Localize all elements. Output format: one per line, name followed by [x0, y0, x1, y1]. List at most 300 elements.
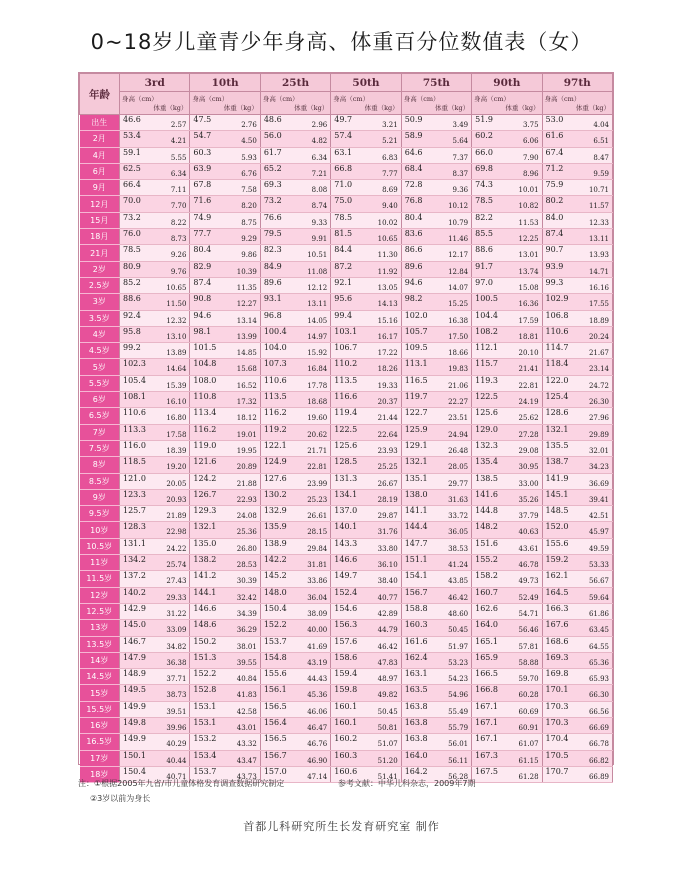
percentile-cell: [120, 603, 190, 619]
weight-value: 60.91: [518, 723, 539, 732]
weight-value: 10.65: [166, 283, 187, 292]
height-value: 84.4: [334, 245, 353, 255]
percentile-cell: [331, 196, 401, 212]
height-value: 53.0: [545, 115, 564, 124]
height-value: 46.6: [123, 115, 141, 124]
weight-value: 20.89: [236, 463, 257, 472]
percentile-cell: [401, 555, 471, 571]
height-value: 141.2: [193, 571, 217, 581]
height-value: 95.8: [123, 326, 141, 336]
height-value: 147.9: [123, 652, 146, 662]
height-value: 128.6: [545, 408, 569, 418]
height-value: 160.2: [334, 734, 358, 744]
percentile-cell: [260, 750, 330, 766]
weight-value: 11.92: [377, 267, 398, 276]
percentile-cell: [542, 294, 612, 310]
height-value: 92.1: [334, 277, 353, 287]
weight-value: 21.89: [166, 512, 187, 521]
height-value: 129.0: [475, 424, 499, 434]
height-value: 130.2: [263, 489, 287, 499]
percentile-cell: [542, 229, 612, 245]
percentile-cell: [120, 196, 190, 212]
height-value: 128.3: [123, 522, 146, 532]
weight-value: 43.47: [236, 756, 257, 765]
weight-value: 7.70: [170, 202, 187, 211]
height-value: 141.1: [404, 506, 428, 516]
weight-value: 19.33: [377, 381, 398, 390]
percentile-cell: [542, 408, 612, 424]
height-value: 163.8: [404, 717, 428, 727]
weight-value: 56.67: [588, 577, 609, 586]
percentile-cell: [472, 147, 542, 163]
table-row: [80, 669, 613, 685]
height-value: 138.2: [193, 555, 217, 565]
height-value: 145.0: [123, 620, 146, 630]
height-value: 151.1: [404, 555, 428, 565]
percentile-cell: [401, 440, 471, 456]
percentile-cell: [401, 603, 471, 619]
weight-value: 51.20: [377, 756, 398, 765]
weight-value: 54.71: [518, 609, 539, 618]
weight-value: 6.06: [522, 137, 539, 146]
percentile-cell: [120, 343, 190, 359]
weight-value: 66.69: [588, 723, 609, 732]
height-value: 140.2: [123, 587, 146, 597]
percentile-cell: [260, 522, 330, 538]
height-value: 77.7: [193, 229, 212, 239]
age-cell: 21月: [80, 245, 120, 261]
percentile-cell: [472, 506, 542, 522]
height-value: 59.1: [123, 147, 141, 157]
weight-value: 18.68: [307, 398, 328, 407]
weight-value: 13.99: [236, 332, 257, 341]
percentile-cell: [401, 408, 471, 424]
table-row: [80, 408, 613, 424]
weight-value: 2.96: [311, 121, 328, 129]
percentile-cell: [401, 734, 471, 750]
percentile-cell: [120, 440, 190, 456]
height-value: 160.1: [334, 717, 358, 727]
height-value: 132.1: [404, 457, 428, 467]
percentile-cell: [401, 229, 471, 245]
weight-value: 54.23: [448, 675, 469, 684]
height-value: 54.7: [193, 131, 212, 141]
height-value: 51.9: [475, 115, 493, 124]
percentile-cell: [542, 131, 612, 147]
height-value: 154.1: [404, 571, 428, 581]
height-value: 150.4: [123, 766, 146, 776]
age-cell: 6月: [80, 163, 120, 179]
age-cell: 12月: [80, 196, 120, 212]
height-value: 153.1: [193, 701, 217, 711]
percentile-cell: [190, 212, 260, 228]
percentile-cell: [472, 766, 542, 782]
height-value: 60.3: [193, 147, 212, 157]
height-value: 98.1: [193, 326, 212, 336]
height-unit-label: 身高（cm）: [192, 95, 229, 103]
percentile-cell: [331, 180, 401, 196]
percentile-cell: [331, 717, 401, 733]
height-value: 84.9: [263, 261, 282, 271]
age-cell: 4岁: [80, 326, 120, 342]
height-value: 165.1: [475, 636, 499, 646]
weight-value: 5.21: [382, 137, 398, 146]
height-value: 83.6: [404, 229, 423, 239]
percentile-cell: [190, 131, 260, 147]
percentile-cell: [542, 180, 612, 196]
percentile-cell: [260, 277, 330, 293]
height-value: 121.0: [123, 473, 146, 483]
height-value: 122.0: [545, 375, 569, 385]
weight-value: 34.82: [166, 642, 187, 651]
height-value: 102.3: [123, 359, 146, 369]
weight-value: 36.69: [588, 479, 609, 488]
percentile-header: 90th: [472, 74, 542, 92]
weight-value: 18.81: [518, 332, 539, 341]
height-unit-label: 身高（cm）: [474, 95, 510, 103]
height-value: 122.5: [334, 424, 358, 434]
percentile-cell: [542, 457, 612, 473]
percentile-cell: [190, 408, 260, 424]
weight-value: 15.08: [518, 283, 539, 292]
percentile-cell: [190, 245, 260, 261]
weight-value: 60.28: [518, 691, 539, 700]
weight-value: 14.64: [166, 365, 187, 374]
height-value: 159.8: [334, 685, 358, 695]
height-value: 162.1: [545, 571, 569, 581]
weight-value: 9.86: [241, 251, 257, 260]
height-value: 152.4: [334, 587, 358, 597]
height-value: 132.3: [475, 440, 499, 450]
percentile-cell: [120, 212, 190, 228]
height-value: 92.4: [123, 310, 141, 320]
height-value: 106.8: [545, 310, 569, 320]
weight-value: 49.82: [377, 691, 398, 700]
percentile-cell: [331, 538, 401, 554]
height-value: 88.6: [475, 245, 493, 255]
weight-value: 50.81: [377, 723, 398, 732]
weight-value: 33.72: [448, 512, 469, 521]
weight-value: 22.81: [518, 381, 539, 390]
height-value: 152.2: [193, 669, 217, 679]
percentile-cell: [472, 359, 542, 375]
weight-value: 28.05: [448, 463, 469, 472]
weight-value: 26.80: [236, 544, 257, 553]
table-row: [80, 571, 613, 587]
percentile-cell: [542, 326, 612, 342]
percentile-cell: [260, 229, 330, 245]
height-value: 61.6: [545, 131, 564, 141]
weight-value: 65.93: [588, 675, 609, 684]
percentile-cell: [472, 750, 542, 766]
weight-value: 61.07: [518, 740, 539, 749]
percentile-cell: [331, 294, 401, 310]
percentile-cell: [260, 310, 330, 326]
weight-value: 66.30: [588, 691, 609, 700]
weight-value: 15.39: [166, 381, 187, 390]
weight-value: 16.84: [307, 365, 328, 374]
weight-value: 39.41: [588, 495, 609, 504]
height-value: 112.1: [475, 343, 499, 353]
percentile-cell: [542, 685, 612, 701]
weight-value: 49.73: [518, 577, 539, 586]
percentile-cell: [260, 440, 330, 456]
height-value: 124.2: [193, 473, 217, 483]
height-value: 118.4: [545, 359, 569, 369]
height-value: 88.6: [123, 294, 141, 304]
height-value: 170.5: [545, 750, 569, 760]
table-row: [80, 147, 613, 163]
height-value: 148.5: [545, 506, 569, 516]
weight-value: 27.96: [588, 414, 609, 423]
percentile-header: 75th: [401, 74, 471, 92]
height-value: 167.1: [475, 734, 499, 744]
weight-value: 44.79: [377, 626, 398, 635]
weight-value: 46.47: [307, 723, 328, 732]
percentile-cell: [472, 115, 542, 131]
height-value: 160.3: [404, 620, 428, 630]
percentile-cell: [190, 489, 260, 505]
height-value: 167.1: [475, 717, 499, 727]
height-value: 131.3: [334, 473, 358, 483]
height-value: 82.3: [263, 245, 282, 255]
weight-value: 46.78: [518, 561, 539, 570]
age-cell: 12岁: [80, 587, 120, 603]
table-row: [80, 717, 613, 733]
weight-value: 12.12: [307, 283, 328, 292]
height-value: 137.0: [334, 506, 358, 516]
weight-value: 10.79: [448, 218, 469, 227]
height-value: 105.4: [123, 375, 146, 385]
percentile-cell: [331, 310, 401, 326]
weight-value: 3.49: [452, 121, 469, 129]
age-cell: 9月: [80, 180, 120, 196]
percentile-cell: [120, 375, 190, 391]
height-value: 166.8: [475, 685, 499, 695]
weight-value: 10.82: [518, 202, 539, 211]
height-value: 53.4: [123, 131, 141, 141]
height-value: 61.7: [263, 147, 282, 157]
weight-value: 16.36: [518, 300, 539, 309]
height-value: 93.1: [263, 294, 282, 304]
weight-value: 50.45: [448, 626, 469, 635]
percentile-cell: [542, 261, 612, 277]
percentile-cell: [190, 277, 260, 293]
percentile-cell: [190, 310, 260, 326]
weight-value: 65.36: [588, 658, 609, 667]
height-value: 75.9: [545, 180, 564, 190]
percentile-header: 3rd: [120, 74, 190, 92]
weight-value: 38.40: [377, 577, 398, 586]
weight-value: 18.89: [588, 316, 609, 325]
percentile-cell: [120, 652, 190, 668]
weight-value: 9.36: [452, 186, 469, 195]
weight-value: 3.75: [522, 121, 539, 129]
age-cell: 12.5岁: [80, 603, 120, 619]
height-value: 104.0: [263, 343, 287, 353]
age-cell: 15.5岁: [80, 701, 120, 717]
percentile-cell: [401, 375, 471, 391]
weight-value: 36.38: [166, 658, 187, 667]
height-value: 109.5: [404, 343, 428, 353]
height-value: 167.3: [475, 750, 499, 760]
height-value: 121.6: [193, 457, 217, 467]
weight-value: 59.64: [588, 593, 609, 602]
percentile-cell: [190, 603, 260, 619]
weight-value: 9.29: [241, 235, 257, 244]
percentile-cell: [542, 359, 612, 375]
percentile-cell: [472, 196, 542, 212]
weight-value: 19.20: [166, 463, 187, 472]
height-value: 78.5: [334, 212, 353, 222]
weight-value: 56.11: [448, 756, 469, 765]
percentile-cell: [331, 506, 401, 522]
height-value: 158.8: [404, 603, 428, 613]
height-value: 76.0: [123, 229, 141, 239]
percentile-cell: [190, 620, 260, 636]
table-row: [80, 750, 613, 766]
height-value: 154.8: [263, 652, 287, 662]
percentile-cell: [542, 555, 612, 571]
height-value: 89.6: [263, 277, 282, 287]
percentile-cell: [472, 229, 542, 245]
height-value: 123.3: [123, 489, 146, 499]
weight-value: 55.79: [448, 723, 469, 732]
percentile-cell: [401, 424, 471, 440]
height-value: 110.8: [193, 392, 217, 402]
weight-unit-label: 体重（kg）: [364, 104, 399, 112]
percentile-cell: [542, 750, 612, 766]
table-row: [80, 522, 613, 538]
table-row: [80, 375, 613, 391]
age-cell: 2月: [80, 131, 120, 147]
weight-value: 48.97: [377, 675, 398, 684]
percentile-cell: [401, 245, 471, 261]
weight-value: 13.11: [588, 235, 609, 244]
weight-value: 43.32: [236, 740, 257, 749]
height-value: 128.5: [334, 457, 358, 467]
percentile-cell: [190, 392, 260, 408]
table-row: [80, 440, 613, 456]
height-value: 158.2: [475, 571, 499, 581]
percentile-header: 97th: [542, 74, 612, 92]
age-cell: 10岁: [80, 522, 120, 538]
table-row: [80, 277, 613, 293]
percentile-cell: [472, 261, 542, 277]
percentile-cell: [260, 620, 330, 636]
height-value: 105.7: [404, 326, 428, 336]
height-value: 62.5: [123, 163, 141, 173]
weight-value: 27.43: [166, 577, 187, 586]
weight-value: 29.77: [448, 479, 469, 488]
age-cell: 14岁: [80, 652, 120, 668]
weight-value: 15.25: [448, 300, 469, 309]
percentile-cell: [401, 652, 471, 668]
percentile-cell: [542, 522, 612, 538]
weight-value: 33.09: [166, 626, 187, 635]
table-row: [80, 685, 613, 701]
height-value: 134.1: [334, 489, 358, 499]
percentile-cell: [260, 408, 330, 424]
percentile-cell: [542, 587, 612, 603]
height-value: 86.6: [404, 245, 423, 255]
percentile-header: 50th: [331, 74, 401, 92]
height-value: 152.0: [545, 522, 569, 532]
percentile-cell: [120, 408, 190, 424]
percentile-cell: [120, 538, 190, 554]
percentile-cell: [401, 489, 471, 505]
percentile-cell: [401, 359, 471, 375]
percentile-cell: [401, 392, 471, 408]
reference-note: 参考文献：中华儿科杂志，2009年7期: [338, 779, 476, 788]
weight-value: 23.99: [307, 479, 328, 488]
weight-value: 15.92: [307, 349, 328, 358]
percentile-cell: [542, 701, 612, 717]
percentile-cell: [331, 229, 401, 245]
age-cell: 13岁: [80, 620, 120, 636]
weight-value: 21.71: [307, 446, 328, 455]
percentile-cell: [401, 131, 471, 147]
percentile-cell: [472, 669, 542, 685]
weight-value: 16.16: [588, 283, 609, 292]
weight-value: 46.42: [377, 642, 398, 651]
age-cell: 4.5岁: [80, 343, 120, 359]
height-value: 125.7: [123, 506, 146, 516]
weight-value: 22.27: [448, 398, 469, 407]
height-value: 164.5: [545, 587, 569, 597]
height-value: 170.3: [545, 717, 569, 727]
height-value: 89.6: [404, 261, 423, 271]
percentile-cell: [190, 571, 260, 587]
height-value: 159.4: [334, 669, 358, 679]
table-row: [80, 131, 613, 147]
weight-value: 20.37: [377, 398, 398, 407]
table-row: [80, 701, 613, 717]
weight-value: 19.01: [236, 430, 257, 439]
percentile-cell: [331, 375, 401, 391]
percentile-cell: [190, 180, 260, 196]
weight-value: 14.07: [448, 283, 469, 292]
percentile-cell: [190, 701, 260, 717]
height-value: 114.7: [545, 343, 569, 353]
height-value: 150.4: [263, 603, 287, 613]
height-value: 138.9: [263, 538, 287, 548]
weight-value: 32.01: [588, 446, 609, 455]
percentile-cell: [401, 571, 471, 587]
percentile-cell: [331, 147, 401, 163]
weight-value: 8.73: [170, 235, 187, 244]
height-value: 78.5: [123, 245, 141, 255]
weight-value: 23.51: [448, 414, 469, 423]
weight-value: 51.41: [377, 772, 398, 781]
height-value: 156.3: [334, 620, 358, 630]
weight-value: 5.55: [170, 153, 187, 162]
weight-value: 36.04: [307, 593, 328, 602]
weight-value: 11.30: [377, 251, 398, 260]
percentile-cell: [401, 473, 471, 489]
height-value: 163.8: [404, 734, 428, 744]
weight-value: 8.47: [593, 153, 609, 162]
height-value: 134.2: [123, 555, 146, 565]
percentile-cell: [331, 440, 401, 456]
height-value: 149.9: [123, 701, 146, 711]
height-value: 170.3: [545, 701, 569, 711]
age-cell: 出生: [80, 115, 120, 131]
height-value: 98.2: [404, 294, 423, 304]
percentile-cell: [331, 636, 401, 652]
height-value: 56.0: [263, 131, 282, 141]
height-value: 99.3: [545, 277, 564, 287]
